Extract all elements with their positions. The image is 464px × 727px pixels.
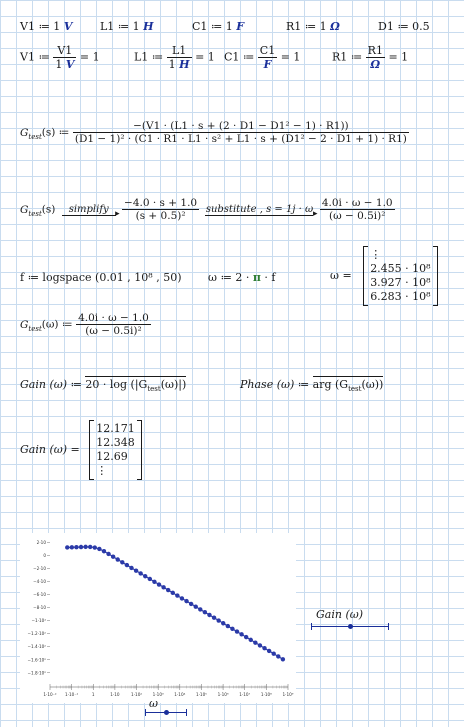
gain-definition[interactable]	[20, 378, 186, 393]
conv-l1-num: L1	[171, 44, 187, 57]
x-tick-label: 1·10	[110, 692, 120, 697]
gtest-omega-fraction	[76, 312, 151, 337]
gain-data-point	[221, 621, 225, 625]
substitute-keyword: substitute , s = 1j · ω	[205, 203, 314, 215]
x-tick-label: 1·10⁻²	[43, 692, 57, 697]
omega-evaluation[interactable]	[330, 246, 438, 306]
x-tick-label: 1·10⁻¹	[65, 692, 79, 697]
def-v1-text: V1 ≔ 1	[20, 20, 61, 33]
y-tick-label: −1.4·10²	[27, 644, 46, 650]
gain-data-point	[93, 545, 97, 549]
conv-c1-fraction	[258, 44, 277, 71]
arrow-line	[205, 215, 313, 216]
x-tick-label: 1·10²	[131, 692, 143, 697]
gain-data-point	[157, 582, 161, 586]
y-tick-label: −1.8·10²	[27, 670, 46, 676]
henry-unit: H	[143, 20, 154, 33]
conv-v1-num: V1	[57, 44, 73, 57]
gain-rhs: $20 \cdot \log (|G_{test}(\omega)|)$	[85, 378, 187, 394]
y-tick-label: −1.6·10²	[27, 657, 46, 663]
conv-r1-lhs: R1 ≔	[332, 50, 363, 64]
trace-marker	[348, 624, 353, 629]
simplify-arrow	[62, 204, 116, 216]
gain-data-point	[138, 571, 142, 575]
y-tick-label: −4·10	[33, 579, 46, 585]
gain-data-point	[198, 607, 202, 611]
gain-data-point	[129, 566, 133, 570]
substituted-num: 4.0i · ω − 1.0	[321, 197, 393, 209]
x-tick-label: 1·10⁵	[195, 692, 207, 697]
conv-v1-den-one: 1	[55, 58, 63, 71]
farad-unit: F	[236, 20, 245, 33]
matrix-cell: ⋮	[370, 248, 382, 261]
gain-data-point	[79, 545, 83, 549]
conv-v1-fraction	[53, 44, 76, 71]
matrix-cell: ⋮	[96, 464, 108, 477]
def-v1[interactable]	[20, 20, 72, 33]
conv-r1-num: R1	[367, 44, 383, 57]
farad-unit: F	[258, 57, 277, 71]
henry-unit: H	[179, 58, 190, 71]
gain-series-line	[67, 547, 283, 659]
y-tick-label: −1·10²	[31, 618, 46, 624]
gtest-lhs: $G_{test}$	[20, 203, 42, 218]
x-legend-label: ω	[149, 697, 158, 710]
pi-symbol: π	[252, 271, 261, 284]
conv-v1-den	[53, 57, 76, 71]
gain-data-point	[203, 610, 207, 614]
phase-lhs: Phase (ω) ≔	[240, 378, 310, 391]
def-d1-text: D1 ≔ 0.5	[378, 20, 430, 33]
y-tick-label: −2·10	[33, 566, 46, 572]
phase-definition[interactable]	[240, 378, 383, 393]
conv-l1-result: = 1	[195, 50, 215, 64]
x-legend-trace[interactable]	[145, 712, 187, 713]
gain-data-point	[134, 568, 138, 572]
gain-data-point	[281, 657, 285, 661]
gain-data-point	[102, 549, 106, 553]
gain-eval-lhs: Gain (ω) =	[20, 443, 80, 456]
conv-r1[interactable]	[332, 44, 408, 71]
x-tick-label: 1·10⁴	[174, 692, 186, 697]
gain-lhs: Gain (ω) ≔	[20, 378, 82, 391]
ohm-unit: Ω	[330, 20, 340, 33]
omega-def-b: · f	[264, 271, 276, 284]
y-tick-label: −8·10	[33, 605, 46, 611]
gtest-fraction	[73, 120, 409, 145]
conv-c1[interactable]	[224, 44, 300, 71]
gain-data-point	[166, 588, 170, 592]
gtest-denominator: (D1 − 1)² · (C1 · R1 · L1 · s² + L1 · s + (D1² − 2 · D1 + 1) · R1)	[74, 133, 407, 145]
matrix-cell: 12.348	[96, 436, 135, 449]
def-l1[interactable]	[100, 20, 154, 33]
x-tick-label: 1	[91, 692, 95, 697]
gain-evaluation[interactable]	[20, 420, 142, 480]
gain-data-point	[276, 654, 280, 658]
arrow-line	[62, 215, 116, 216]
gain-data-point	[65, 545, 69, 549]
def-c1[interactable]	[192, 20, 244, 33]
conv-l1-lhs: L1 ≔	[134, 50, 164, 64]
gain-data-point	[180, 596, 184, 600]
conv-v1[interactable]	[20, 44, 100, 71]
y-legend-trace[interactable]	[311, 626, 389, 627]
gain-data-point	[116, 557, 120, 561]
y-tick-label: 2·10	[36, 540, 46, 546]
ohm-unit: Ω	[366, 57, 385, 71]
x-tick-label: 1·10³	[152, 692, 164, 697]
gain-data-point	[148, 577, 152, 581]
gain-data-point	[106, 552, 110, 556]
gain-data-point	[83, 545, 87, 549]
gain-data-point	[189, 602, 193, 606]
gain-data-point	[230, 627, 234, 631]
gain-data-point	[74, 545, 78, 549]
gain-plot[interactable]	[20, 533, 296, 703]
gtest-omega-definition[interactable]	[20, 312, 151, 337]
gain-data-point	[171, 591, 175, 595]
gain-data-point	[184, 599, 188, 603]
volt-unit: V	[65, 58, 75, 71]
gtest-lhs: $G_{test}$	[20, 318, 42, 333]
gain-data-point	[152, 580, 156, 584]
conv-v1-result: = 1	[79, 50, 100, 64]
gtest-lhs-arg: (s)	[41, 203, 56, 216]
trace-marker	[164, 710, 169, 715]
x-tick-label: 1·10⁶	[217, 692, 229, 697]
gain-data-point	[143, 574, 147, 578]
substituted-den: (ω − 0.5i)²	[320, 209, 395, 222]
omega-def-a: ω ≔ 2 ·	[208, 271, 250, 284]
x-tick-label: 1·10⁸	[260, 692, 272, 697]
def-r1[interactable]	[286, 20, 340, 33]
gain-data-point	[194, 604, 198, 608]
y-tick-label: −1.2·10²	[27, 631, 46, 637]
conv-r1-fraction	[366, 44, 385, 71]
def-r1-text: R1 ≔ 1	[286, 20, 327, 33]
y-tick-label: 0	[43, 553, 46, 559]
matrix-cell: 6.283 · 10⁸	[370, 290, 431, 303]
simplified-den: (s + 0.5)²	[122, 209, 199, 222]
gain-data-point	[253, 640, 257, 644]
gtest-s-definition[interactable]	[20, 120, 409, 145]
conv-c1-num: C1	[259, 44, 276, 57]
matrix-cell: 12.171	[96, 422, 135, 435]
conv-l1[interactable]	[134, 44, 215, 71]
gain-data-point	[125, 563, 129, 567]
omega-definition[interactable]	[208, 271, 275, 284]
matrix-cell: 12.69	[96, 450, 128, 463]
gtest-lhs-arg: (ω) ≔	[41, 318, 73, 331]
substitute-arrow	[205, 204, 313, 216]
omega-matrix	[363, 246, 437, 306]
gtest-numerator: −(V1 · (L1 · s + (2 · D1 − D1² − 1) · R1))	[133, 120, 349, 132]
y-tick-label: −6·10	[33, 592, 46, 598]
gain-data-point	[262, 646, 266, 650]
simplify-keyword: simplify	[68, 203, 109, 215]
conv-l1-fraction	[167, 44, 192, 71]
matrix-cell: 2.455 · 10⁸	[370, 262, 431, 275]
gain-matrix	[89, 420, 142, 480]
gain-data-point	[161, 585, 165, 589]
gain-data-point	[207, 613, 211, 617]
gain-data-point	[97, 547, 101, 551]
simplified-num: −4.0 · s + 1.0	[124, 197, 198, 209]
gtest-omega-num: 4.0i · ω − 1.0	[78, 312, 149, 324]
conv-l1-den	[167, 57, 192, 71]
volt-unit: V	[63, 20, 73, 33]
gain-data-point	[249, 638, 253, 642]
substituted-fraction	[320, 197, 395, 222]
x-tick-label: 1·10⁹	[282, 692, 294, 697]
gtest-lhs-arg: (s) ≔	[41, 126, 70, 139]
gain-data-point	[272, 652, 276, 656]
gain-data-point	[70, 545, 74, 549]
def-d1[interactable]	[378, 20, 430, 33]
y-legend-label: Gain (ω)	[316, 608, 363, 621]
gtest-omega-den: (ω − 0.5i)²	[76, 324, 151, 337]
gain-data-point	[244, 635, 248, 639]
simplified-fraction	[122, 197, 199, 222]
f-def-text: f ≔ logspace (0.01 , 10⁸ , 50)	[20, 271, 182, 284]
conv-v1-lhs: V1 ≔	[20, 50, 50, 64]
gain-data-point	[212, 616, 216, 620]
def-l1-text: L1 ≔ 1	[100, 20, 140, 33]
gain-data-point	[239, 632, 243, 636]
gain-data-point	[267, 649, 271, 653]
matrix-cell: 3.927 · 10⁸	[370, 276, 431, 289]
f-logspace-definition[interactable]	[20, 271, 181, 284]
def-c1-text: C1 ≔ 1	[192, 20, 233, 33]
gtest-lhs: $G_{test}$	[20, 126, 42, 141]
omega-eq: ω =	[330, 269, 352, 282]
conv-l1-den-one: 1	[168, 58, 176, 71]
gain-data-point	[88, 545, 92, 549]
x-tick-label: 1·10⁷	[239, 692, 251, 697]
conv-c1-result: = 1	[280, 50, 301, 64]
gtest-simplify-row[interactable]	[20, 197, 395, 222]
gain-data-point	[226, 624, 230, 628]
phase-rhs: arg $(G_{test}(\omega))$	[312, 378, 384, 394]
gain-data-point	[258, 643, 262, 647]
gain-data-point	[216, 618, 220, 622]
gain-data-point	[235, 629, 239, 633]
gain-data-point	[175, 593, 179, 597]
gain-data-point	[120, 560, 124, 564]
conv-c1-lhs: C1 ≔	[224, 50, 255, 64]
conv-r1-result: = 1	[388, 50, 409, 64]
gain-data-point	[111, 555, 115, 559]
